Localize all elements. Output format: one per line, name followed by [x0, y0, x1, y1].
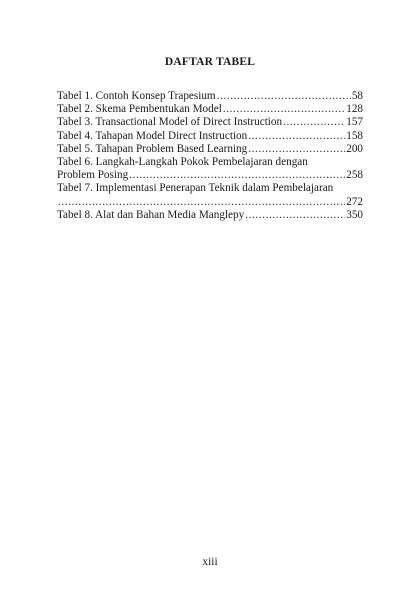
- list-item: [57, 103, 363, 116]
- leader-dots: [245, 209, 345, 222]
- entry-page: 200: [346, 142, 363, 155]
- list-item: [57, 156, 363, 182]
- list-item: [57, 130, 363, 143]
- entry-label: Tabel 8. Alat dan Bahan Media Manglepy: [57, 208, 245, 221]
- list-item: [57, 143, 363, 156]
- page-title: DAFTAR TABEL: [164, 56, 256, 68]
- entry-page: 258: [346, 169, 363, 182]
- list-item: [57, 116, 363, 129]
- list-item: [57, 209, 363, 222]
- entry-label: Tabel 3. Transactional Model of Direct Instruction: [57, 116, 283, 129]
- entry-page: 157: [346, 116, 363, 129]
- entry-page: 158: [346, 129, 363, 142]
- page-number: xiii: [202, 556, 218, 568]
- entry-page: 350: [346, 208, 363, 221]
- entry-label: Tabel 4. Tahapan Model Direct Instruction: [57, 129, 248, 142]
- entry-page: 272: [346, 195, 363, 208]
- leader-dots: [283, 116, 345, 129]
- entry-page: 58: [351, 90, 363, 102]
- leader-dots: [58, 196, 345, 209]
- leader-dots: [248, 143, 345, 156]
- list-item: [57, 182, 363, 208]
- leader-dots: [129, 169, 345, 182]
- entry-label-line1: Tabel 6. Langkah-Langkah Pokok Pembelajaran dengan: [57, 156, 308, 169]
- entry-label: Problem Posing: [57, 169, 129, 182]
- leader-dots: [223, 103, 345, 116]
- table-list: [57, 90, 363, 222]
- entry-label: Tabel 2. Skema Pembentukan Model: [57, 103, 222, 116]
- list-item: [57, 90, 363, 103]
- leader-dots: [217, 90, 351, 103]
- entry-label-line1: Tabel 7. Implementasi Penerapan Teknik dalam Pembelajaran: [57, 182, 334, 195]
- leader-dots: [248, 130, 345, 143]
- entry-label: Tabel 5. Tahapan Problem Based Learning: [57, 142, 248, 155]
- entry-label: Tabel 1. Contoh Konsep Trapesium: [57, 90, 216, 102]
- entry-page: 128: [346, 103, 363, 116]
